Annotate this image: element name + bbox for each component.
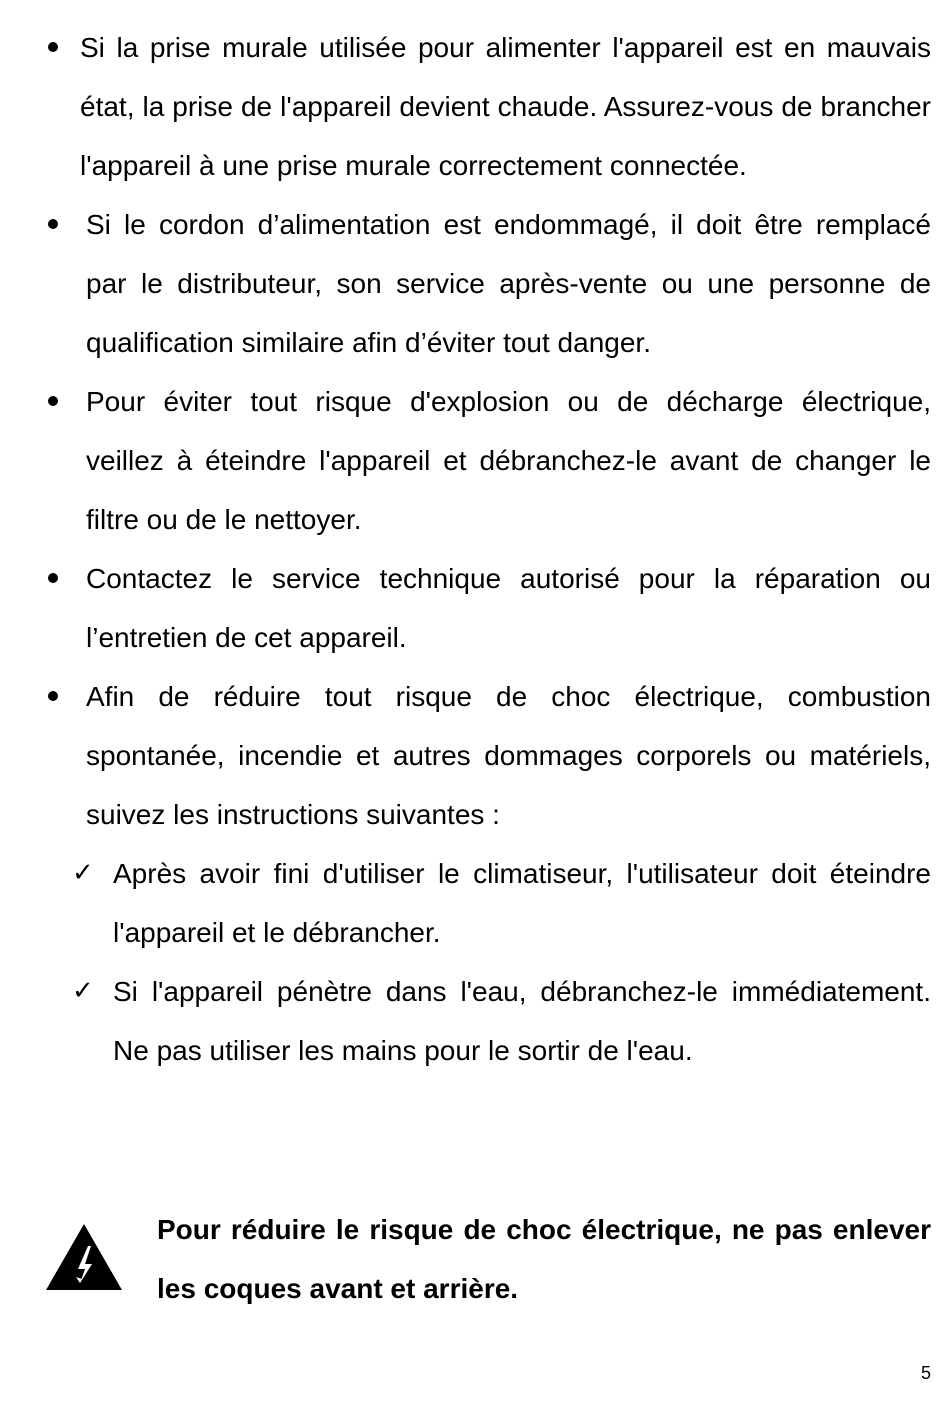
checklist-text: Après avoir fini d'utiliser le climatiseur, l'utilisateur doit éteindre l'appareil et le débrancher. <box>113 858 931 948</box>
bullet-item <box>0 18 950 195</box>
bullet-text: Pour éviter tout risque d'explosion ou de décharge électrique, veillez à éteindre l'appareil et débranchez-le avant de changer le filtre ou de le nettoyer. <box>86 386 931 535</box>
bullet-text: Afin de réduire tout risque de choc électrique, combustion spontanée, incendie et autres dommages corporels ou matériels, suivez les instructions suivantes : <box>86 681 931 830</box>
electric-shock-warning-icon <box>44 1222 124 1292</box>
checklist-item <box>0 844 950 962</box>
safety-bullet-list <box>0 18 950 1080</box>
warning-text: Pour réduire le risque de choc électrique, ne pas enlever les coques avant et arrière. <box>157 1214 931 1304</box>
checkmark-icon: ✓ <box>72 976 94 1006</box>
checklist-text: Si l'appareil pénètre dans l'eau, débranchez-le immédiatement. Ne pas utiliser les mains pour le sortir de l'eau. <box>113 976 931 1066</box>
bullet-text: Si le cordon d’alimentation est endommagé, il doit être remplacé par le distributeur, son service après-vente ou une personne de qualification similaire afin d’éviter tout danger. <box>86 209 931 358</box>
checkmark-icon: ✓ <box>72 858 94 888</box>
bullet-dot-icon <box>48 42 58 52</box>
bullet-item <box>0 195 950 372</box>
bullet-text: Contactez le service technique autorisé pour la réparation ou l’entretien de cet appareil. <box>86 563 931 653</box>
bullet-item <box>0 667 950 844</box>
bullet-dot-icon <box>48 219 58 229</box>
bullet-dot-icon <box>48 573 58 583</box>
page-number: 5 <box>920 1363 931 1383</box>
bullet-item <box>0 372 950 549</box>
bullet-dot-icon <box>48 691 58 701</box>
bullet-text: Si la prise murale utilisée pour alimenter l'appareil est en mauvais état, la prise de l'appareil devient chaude. Assurez-vous de brancher l'appareil à une prise murale correctement connectée. <box>80 32 931 181</box>
checklist-item <box>0 962 950 1080</box>
bullet-item <box>0 549 950 667</box>
bullet-dot-icon <box>48 396 58 406</box>
